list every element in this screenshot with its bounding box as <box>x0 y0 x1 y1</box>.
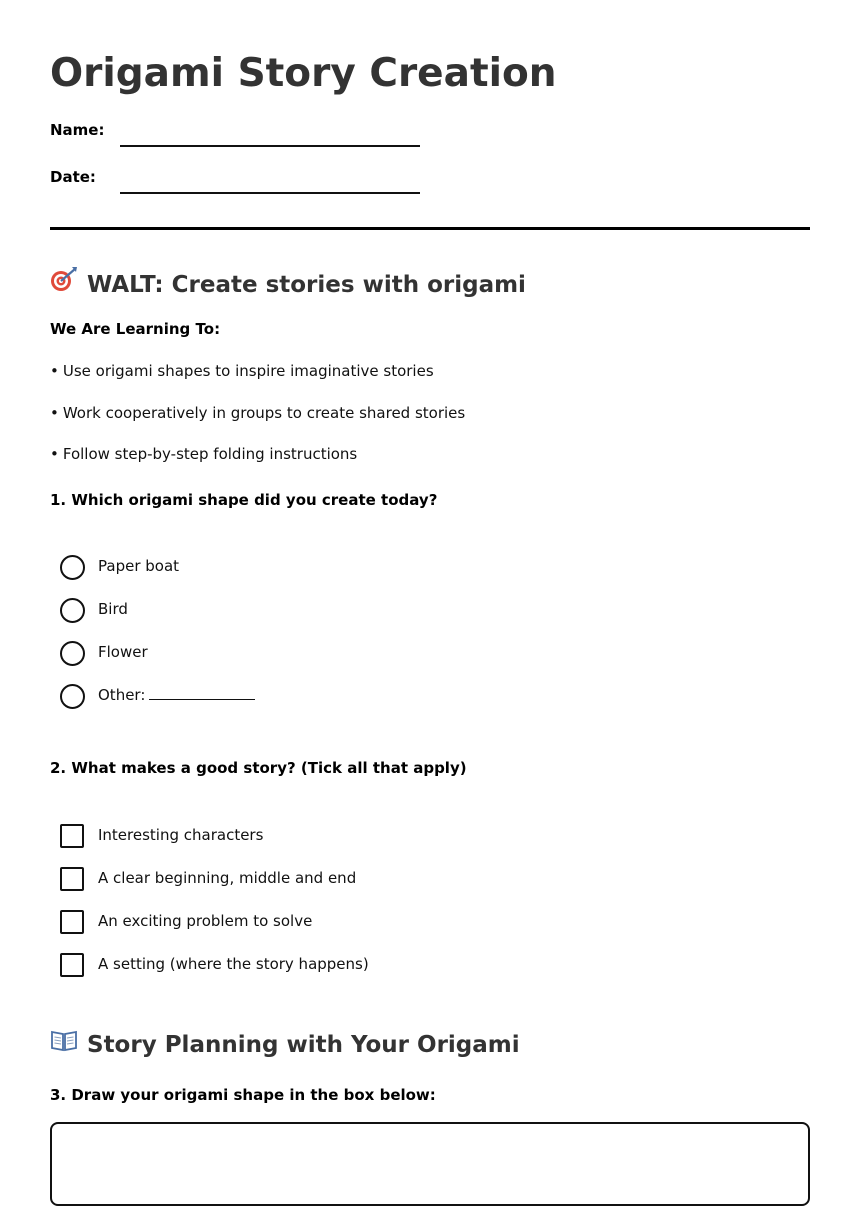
name-label: Name: <box>50 121 105 139</box>
question-1: 1. Which origami shape did you create today? <box>50 491 438 509</box>
question-2: 2. What makes a good story? (Tick all that apply) <box>50 759 467 777</box>
walt-heading <box>50 266 526 302</box>
radio-button[interactable] <box>60 641 85 666</box>
checkbox-label: An exciting problem to solve <box>98 912 313 930</box>
drawing-box[interactable] <box>50 1122 810 1206</box>
radio-label: Paper boat <box>98 557 180 575</box>
walt-bullet <box>50 361 434 381</box>
walt-bullet <box>50 444 357 464</box>
bullet-dot: • <box>50 362 59 380</box>
date-label: Date: <box>50 168 96 186</box>
radio-button[interactable] <box>60 598 85 623</box>
header-divider <box>50 227 810 230</box>
radio-option-flower[interactable] <box>60 641 560 667</box>
date-field[interactable] <box>50 167 470 197</box>
date-input-line[interactable] <box>120 192 420 194</box>
page-title: Origami Story Creation <box>50 51 557 96</box>
other-blank-line[interactable] <box>149 699 255 700</box>
checkbox-label: Interesting characters <box>98 826 264 844</box>
open-book-icon <box>50 1028 80 1062</box>
checkbox[interactable] <box>60 953 84 977</box>
checkbox-option-characters[interactable] <box>60 824 560 850</box>
name-input-line[interactable] <box>120 145 420 147</box>
radio-label-other <box>98 685 255 705</box>
name-field[interactable] <box>50 120 470 150</box>
radio-label: Bird <box>98 600 128 618</box>
checkbox-option-structure[interactable] <box>60 867 560 893</box>
checkbox[interactable] <box>60 910 84 934</box>
checkbox-option-problem[interactable] <box>60 910 560 936</box>
radio-option-paper-boat[interactable] <box>60 555 560 581</box>
story-planning-heading-text: Story Planning with Your Origami <box>87 1032 520 1058</box>
other-label-text: Other: <box>98 686 146 704</box>
checkbox-label: A clear beginning, middle and end <box>98 869 357 887</box>
bullet-dot: • <box>50 404 59 422</box>
story-planning-heading <box>50 1028 520 1062</box>
radio-button[interactable] <box>60 555 85 580</box>
checkbox[interactable] <box>60 824 84 848</box>
walt-bullet-text: Use origami shapes to inspire imaginative stories <box>62 362 434 380</box>
checkbox-label: A setting (where the story happens) <box>98 955 369 973</box>
walt-bullet-text: Work cooperatively in groups to create shared stories <box>62 404 466 422</box>
walt-label: We Are Learning To: <box>50 320 221 338</box>
bullet-dot: • <box>50 445 59 463</box>
target-icon <box>50 266 80 302</box>
radio-option-bird[interactable] <box>60 598 560 624</box>
walt-bullet-text: Follow step-by-step folding instructions <box>62 445 358 463</box>
checkbox[interactable] <box>60 867 84 891</box>
checkbox-option-setting[interactable] <box>60 953 560 979</box>
radio-option-other[interactable] <box>60 684 560 710</box>
radio-label: Flower <box>98 643 148 661</box>
walt-bullet <box>50 403 465 423</box>
radio-button[interactable] <box>60 684 85 709</box>
question-3: 3. Draw your origami shape in the box below: <box>50 1086 436 1104</box>
walt-heading-text: WALT: Create stories with origami <box>87 272 526 298</box>
